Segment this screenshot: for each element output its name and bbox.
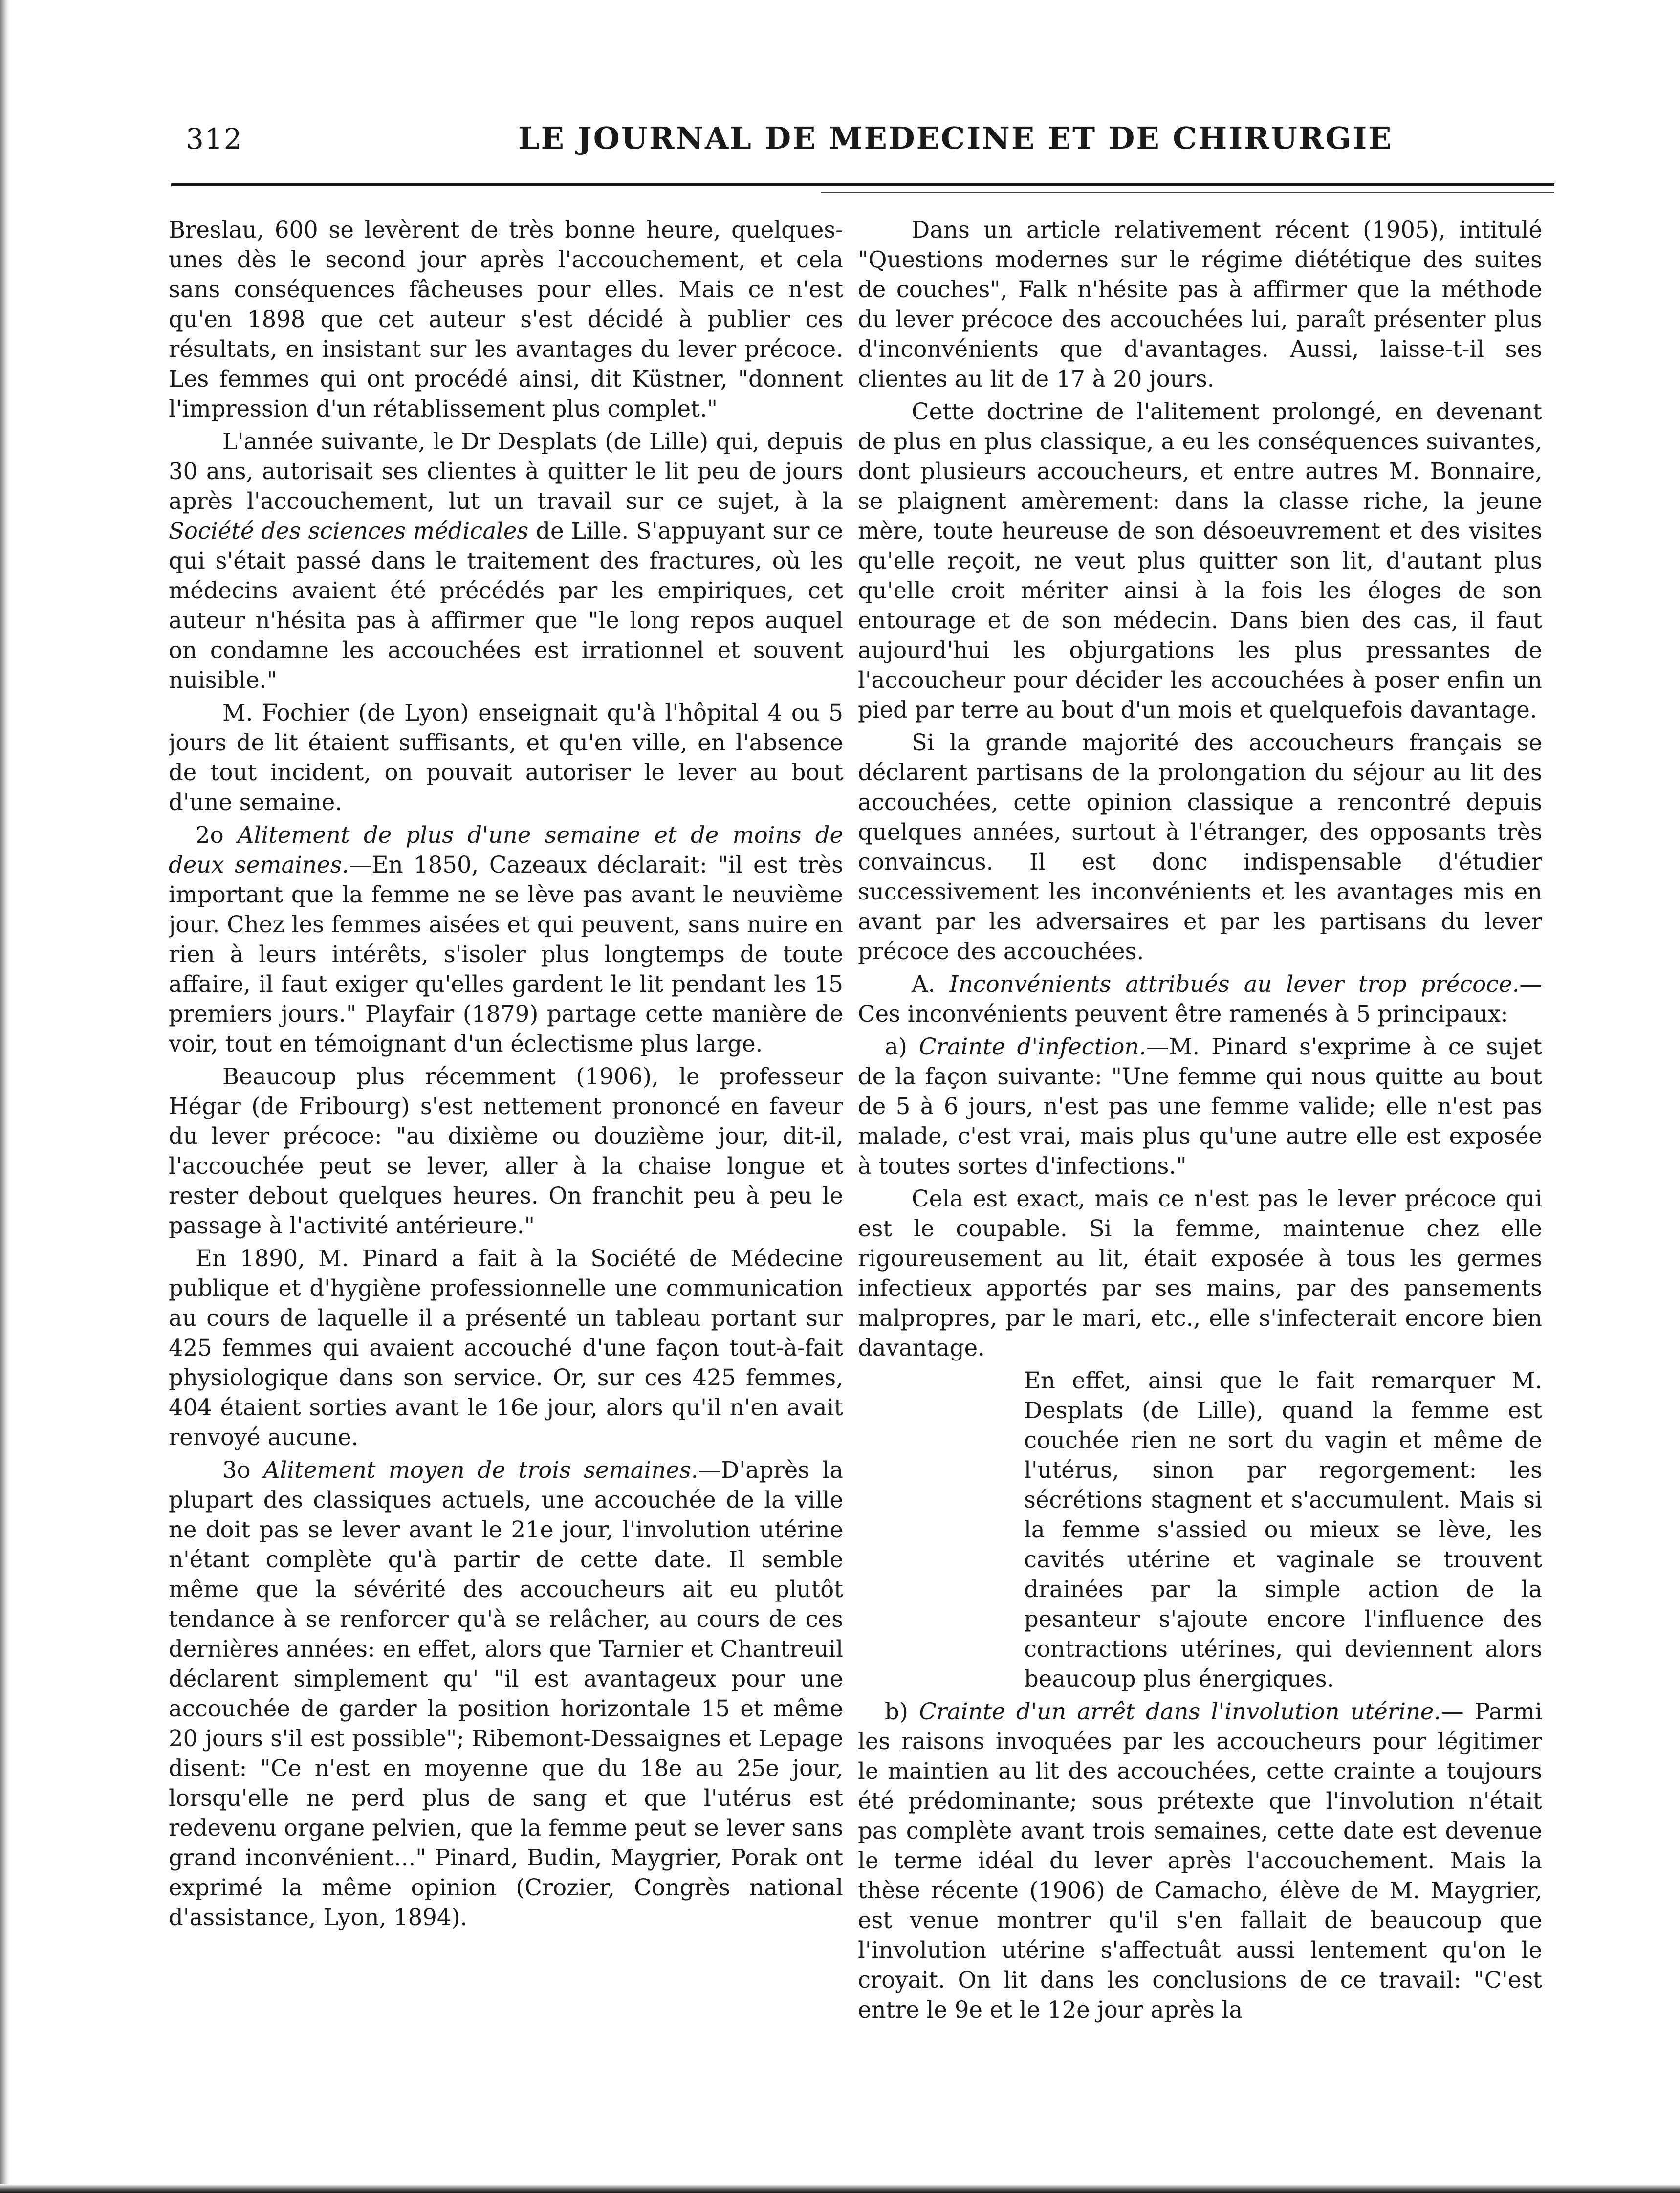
running-title: LE JOURNAL DE MEDECINE ET DE CHIRURGIE (518, 120, 1393, 156)
paragraph-text: L'année suivante, le Dr Desplats (de Lille) qui, depuis 30 ans, autorisait ses clientes à quitter le lit peu de jours après l'accouchement, lut un travail sur ce sujet, à la (169, 428, 843, 514)
right-paragraph-3 (858, 728, 1542, 966)
paragraph-text: b) (885, 1698, 919, 1725)
paragraph-text: Beaucoup plus récemment (1906), le professeur Hégar (de Fribourg) s'est nettement prononcé en faveur du lever précoce: "au dixième ou douzième jour, dit-il, l'accouchée peut se lever, aller à la chaise longue et rester debout quelques heures. On franchit peu à peu le passage à l'activité antérieure." (169, 1063, 843, 1239)
header-rule (171, 183, 1554, 186)
right-column (858, 215, 1542, 2146)
right-paragraph-4 (858, 969, 1542, 1029)
paragraph-text: En effet, ainsi que le fait remarquer M. Desplats (de Lille), quand la femme est couchée rien ne sort du vagin et même de l'utérus, sinon par regorgement: les sécrétions stagnent et s'accumulent. Mais si la femme s'assied ou mieux se lève, les cavités utérine et vaginale se trouvent drainées par la simple action de la pesanteur s'ajoute encore l'influence des contractions utérines, qui deviennent alors beaucoup plus énergiques. (1024, 1367, 1542, 1692)
italic-heading: Société des sciences médicales (169, 518, 529, 544)
italic-heading: Crainte d'un arrêt dans l'involution utérine. (919, 1698, 1441, 1725)
paragraph-text: —D'après la plupart des classiques actuels, une accouchée de la ville ne doit pas se lever avant le 21e jour, l'involution utérine n'étant complète qu'à partir de cette date. Il semble même que la sévérité des accoucheurs ait eu plutôt tendance à se renforcer qu'à se relâcher, au cours de ces dernières années: en effet, alors que Tarnier et Chantreuil déclarent simplement qu' "il est avantageux pour une accouchée de garder la position horizontale 15 et même 20 jours s'il est possible"; Ribemont-Dessaignes et Lepage disent: "Ce n'est en moyenne que du 18e au 25e jour, lorsqu'elle ne perd plus de sang et que l'utérus est redevenu organe pelvien, que la femme peut se lever sans grand inconvénient..." Pinard, Budin, Maygrier, Porak ont exprimé la même opinion (Crozier, Congrès national d'assistance, Lyon, 1894). (169, 1457, 843, 1930)
left-paragraph-6 (169, 1244, 843, 1452)
right-paragraph-7 (858, 1366, 1542, 1694)
paragraph-text: A. (912, 971, 950, 997)
page-header (186, 117, 1545, 171)
right-paragraph-8 (858, 1697, 1542, 2025)
italic-heading: Alitement moyen de trois semaines. (263, 1457, 698, 1483)
paragraph-text: 3o (222, 1457, 263, 1483)
paragraph-text: —M. Pinard s'exprime à ce sujet de la façon suivante: "Une femme qui nous quitte au bout de 5 à 6 jours, n'est pas une femme valide; elle n'est pas malade, c'est vrai, mais plus qu'une autre elle est exposée à toutes sortes d'infections." (858, 1033, 1542, 1179)
paragraph-text: — Parmi les raisons invoquées par les accoucheurs pour légitimer le maintien au lit des accouchées, cette crainte a toujours été prédominante; sous prétexte que l'involution n'était pas complète avant trois semaines, cette date est devenue le terme idéal du lever après l'accouchement. Mais la thèse récente (1906) de Camacho, élève de M. Maygrier, est venue montrer qu'il s'en fallait de beaucoup que l'involution utérine s'affectuât aussi lentement qu'on le croyait. On lit dans les conclusions de ce travail: "C'est entre le 9e et le 12e jour après la (858, 1698, 1542, 2023)
scan-left-edge (0, 0, 9, 2193)
paragraph-text: Cela est exact, mais ce n'est pas le lever précoce qui est le coupable. Si la femme, maintenue chez elle rigoureusement au lit, était exposée à tous les germes infectieux apportés par ses mains, par des pansements malpropres, par le mari, etc., elle s'infecterait encore bien davantage. (858, 1185, 1542, 1361)
paragraph-text: Cette doctrine de l'alitement prolongé, en devenant de plus en plus classique, a eu les conséquences suivantes, dont plusieurs accoucheurs, et entre autres M. Bonnaire, se plaignent amèrement: dans la classe riche, la jeune mère, toute heureuse de son désoeuvrement et des visites qu'elle reçoit, ne veut plus quitter son lit, d'autant plus qu'elle croit mériter ainsi à la fois les éloges de son entourage et de son médecin. Dans bien des cas, il faut aujourd'hui les objurgations les plus pressantes de l'accoucheur pour décider les accouchées à poser enfin un pied par terre au bout d'un mois et quelquefois davantage. (858, 398, 1542, 723)
paragraph-text: En 1890, M. Pinard a fait à la Société de Médecine publique et d'hygiène professionnelle une communication au cours de laquelle il a présenté un tableau portant sur 425 femmes qui avaient accouché d'une façon tout-à-fait physiologique dans son service. Or, sur ces 425 femmes, 404 étaient sorties avant le 16e jour, alors qu'il n'en avait renvoyé aucune. (169, 1245, 843, 1450)
paragraph-text: de Lille. S'appuyant sur ce qui s'était passé dans le traitement des fractures, où les médecins avaient été précédés par les empiriques, cet auteur n'hésita pas à affirmer que "le long repos auquel on condamne les accouchées est irrationnel et souvent nuisible." (169, 518, 843, 693)
left-paragraph-2 (169, 427, 843, 695)
left-paragraph-7 (169, 1455, 843, 1932)
page-number: 312 (186, 122, 243, 155)
right-paragraph-5 (858, 1032, 1542, 1181)
italic-heading: Inconvénients attribués au lever trop précoce. (949, 971, 1520, 997)
paragraph-text: Dans un article relativement récent (1905), intitulé "Questions modernes sur le régime diététique des suites de couches", Falk n'hésite pas à affirmer que la méthode du lever précoce des accouchées lui, paraît présenter plus d'inconvénients que d'avantages. Aussi, laisse-t-il ses clientes au lit de 17 à 20 jours. (858, 217, 1542, 392)
paragraph-text: M. Fochier (de Lyon) enseignait qu'à l'hôpital 4 ou 5 jours de lit étaient suffisants, et qu'en ville, en l'absence de tout incident, on pouvait autoriser le lever au bout d'une semaine. (169, 700, 843, 815)
paragraph-text: a) (885, 1033, 919, 1060)
left-paragraph-1 (169, 215, 843, 424)
right-paragraph-2 (858, 397, 1542, 725)
italic-heading: Alitement de plus d'une semaine et de moins de deux semaines. (169, 822, 843, 878)
scan-bottom-edge (0, 2184, 1680, 2193)
left-column (169, 215, 843, 2146)
left-paragraph-4 (169, 820, 843, 1059)
paragraph-text: —En 1850, Cazeaux déclarait: "il est très important que la femme ne se lève pas avant le neuvième jour. Chez les femmes aisées et qui peuvent, sans nuire en rien à leurs intérêts, s'isoler plus longtemps de toute affaire, il faut exiger qu'elles gardent le lit pendant les 15 premiers jours." Playfair (1879) partage cette manière de voir, tout en témoignant d'un éclectisme plus large. (169, 852, 843, 1057)
paragraph-text: — Ces inconvénients peuvent être ramenés à 5 principaux: (858, 971, 1542, 1027)
left-paragraph-5 (169, 1062, 843, 1241)
right-paragraph-6 (858, 1184, 1542, 1363)
paragraph-text: Breslau, 600 se levèrent de très bonne heure, quelques-unes dès le second jour après l'accouchement, et cela sans conséquences fâcheuses pour elles. Mais ce n'est qu'en 1898 que cet auteur s'est décidé à publier ces résultats, en insistant sur les avantages du lever précoce. Les femmes qui ont procédé ainsi, dit Küstner, "donnent l'impression d'un rétablissement plus complet." (169, 217, 843, 422)
paragraph-text: Si la grande majorité des accoucheurs français se déclarent partisans de la prolongation du séjour au lit des accouchées, cette opinion classique a rencontré depuis quelques années, surtout à l'étranger, des opposants très convaincus. Il est donc indispensable d'étudier successivement les inconvénients et les avantages mis en avant par les adversaires et par les partisans du lever précoce des accouchées. (858, 729, 1542, 965)
left-paragraph-3 (169, 698, 843, 817)
paragraph-text: 2o (196, 822, 238, 848)
italic-heading: Crainte d'infection. (918, 1033, 1147, 1060)
header-rule-secondary (821, 192, 1554, 193)
right-paragraph-1 (858, 215, 1542, 394)
